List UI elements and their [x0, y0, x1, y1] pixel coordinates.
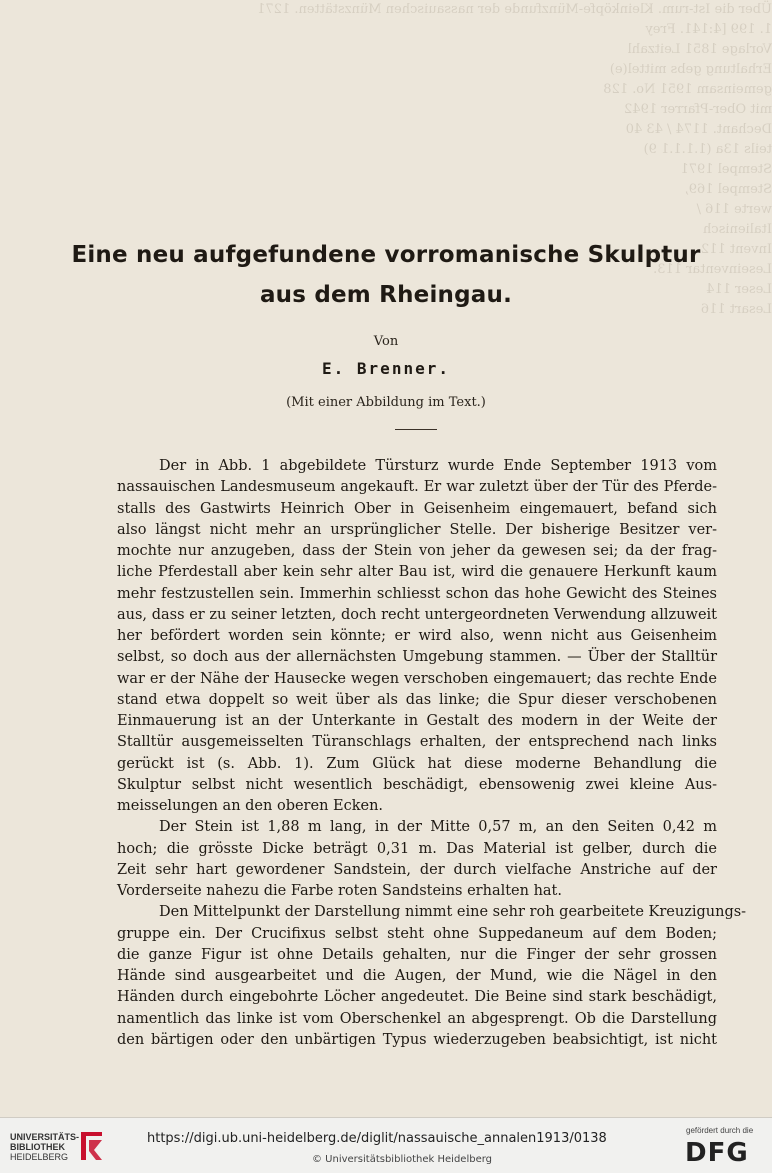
- text-line: mochte nur anzugeben, dass der Stein von jeher da gewesen sei; da der frag-: [117, 543, 717, 559]
- institution-line: HEIDELBERG: [10, 1152, 69, 1162]
- text-line: Zeit sehr hart gewordener Sandstein, der durch vielfache Anstriche auf der: [117, 861, 717, 878]
- text-line: Händen durch eingebohrte Löcher angedeutet. Die Beine sind stark beschädigt,: [117, 989, 717, 1006]
- bleed-line: Italienisch: [703, 222, 772, 237]
- bleed-line: Dechant. 1174 / 43 40: [625, 122, 772, 137]
- text-line: war er der Nähe der Hausecke wegen verschoben eingemauert; das rechte Ende: [117, 670, 717, 687]
- bleed-line: gemeinsam 1951 No. 128: [603, 82, 772, 97]
- text-line: Den Mittelpunkt der Darstellung nimmt eine sehr roh gearbeitete Kreuzigungs-: [159, 904, 747, 921]
- author-name: E. Brenner.: [322, 359, 450, 378]
- dfg-logo: DFG: [685, 1138, 749, 1168]
- text-line: liche Pferdestall aber kein sehr alter Bau ist, wird die genauere Herkunft kaum: [117, 564, 717, 581]
- article-body: [117, 456, 747, 1051]
- bleed-line: Leser 114: [706, 282, 772, 297]
- text-line: her befördert worden sein könnte; er wird also, wenn nicht aus Geisenheim: [117, 628, 717, 644]
- text-line: Vorderseite nahezu die Farbe roten Sandsteins erhalten hat.: [117, 883, 562, 899]
- copyright-notice: © Universitätsbibliothek Heidelberg: [312, 1154, 493, 1165]
- bleed-line: Über die Ist-rum. Kleinköpfe-Münzfunde der nassauischen Münzstätten. 1271: [257, 2, 772, 17]
- text-line: Skulptur selbst nicht wesentlich beschädigt, ebensowenig zwei kleine Aus-: [117, 776, 717, 793]
- bleed-line: teils 13a (1.1.1.1 9): [643, 142, 772, 157]
- bleed-line: Stempel 169,: [684, 182, 772, 197]
- funding-label: gefördert durch die: [686, 1126, 754, 1135]
- text-line: Der Stein ist 1,88 m lang, in der Mitte 0,57 m, an den Seiten 0,42 m: [159, 819, 717, 836]
- institution-line: UNIVERSITÄTS-: [10, 1132, 80, 1142]
- text-line: die ganze Figur ist ohne Details gehalten, nur die Finger der sehr grossen: [117, 946, 717, 963]
- bleed-line: werte 116 /: [696, 202, 772, 217]
- title-divider: [395, 429, 437, 430]
- institution-line: BIBLIOTHEK: [10, 1142, 65, 1152]
- viewer-footer: [0, 1117, 772, 1173]
- text-line: gruppe ein. Der Crucifixus selbst steht ohne Suppedaneum auf dem Boden;: [117, 925, 717, 942]
- text-line: nassauischen Landesmuseum angekauft. Er war zuletzt über der Tür des Pferde-: [117, 479, 717, 496]
- bleed-line: Invent 112.: [696, 242, 772, 257]
- text-line: selbst, so doch aus der allernächsten Umgebung stammen. — Über der Stalltür: [117, 649, 717, 666]
- bleed-line: Lesart 116: [700, 302, 772, 317]
- bleed-line: mit Ober-Pfarrer 1942: [624, 102, 772, 117]
- text-line: den bärtigen oder den unbärtigen Typus wiederzugeben beabsichtigt, ist nicht: [117, 1031, 717, 1048]
- article-title-line-2: aus dem Rheingau.: [259, 282, 513, 308]
- illustration-note: (Mit einer Abbildung im Text.): [286, 395, 486, 410]
- text-line: Einmauerung ist an der Unterkante in Gestalt des modern in der Weite der: [117, 713, 717, 729]
- bleed-line: 1. 199 [4:141. Frey: [645, 22, 772, 37]
- university-library-logo-icon: [78, 1128, 106, 1164]
- text-line: stalls des Gastwirts Heinrich Ober in Geisenheim eingemauert, befand sich: [117, 500, 717, 517]
- text-line: Der in Abb. 1 abgebildete Türsturz wurde Ende September 1913 vom: [159, 458, 717, 474]
- permalink-url[interactable]: https://digi.ub.uni-heidelberg.de/diglit/nassauische_annalen1913/0138: [147, 1131, 607, 1146]
- byline-von: Von: [373, 334, 399, 349]
- text-line: meisselungen an den oberen Ecken.: [117, 798, 384, 814]
- text-line: hoch; die grösste Dicke beträgt 0,31 m. Das Material ist gelber, durch die: [117, 840, 717, 857]
- text-line: namentlich das linke ist vom Oberschenkel an abgesprengt. Ob die Darstellung: [117, 1010, 717, 1027]
- text-line: Stalltür ausgemeisselten Türanschlags erhalten, der entsprechend nach links: [117, 734, 717, 751]
- article-title-line-1: Eine neu aufgefundene vorromanische Skulptur: [71, 242, 701, 268]
- text-line: mehr festzustellen sein. Immerhin schliesst schon das hohe Gewicht des Steines: [117, 585, 717, 602]
- text-line: Hände sind ausgearbeitet und die Augen, der Mund, wie die Nägel in den: [117, 968, 717, 984]
- bleed-line: Erhaltung gebs mittel(e): [609, 62, 772, 77]
- text-line: also längst nicht mehr an ursprünglicher Stelle. Der bisherige Besitzer ver-: [117, 521, 717, 538]
- institution-name: [10, 1132, 79, 1162]
- bleed-line: Leseinventar 113.: [653, 262, 772, 277]
- text-line: gerückt ist (s. Abb. 1). Zum Glück hat diese moderne Behandlung die: [117, 755, 717, 772]
- text-line: stand etwa doppelt so weit über als das linke; die Spur dieser verschobenen: [117, 691, 717, 708]
- bleed-line: Stempel 1971: [680, 162, 772, 177]
- bleed-line: Vorlage 1851 Leitzahl: [627, 42, 772, 57]
- text-line: aus, dass er zu seiner letzten, doch recht untergeordneten Verwendung allzuweit: [117, 606, 717, 623]
